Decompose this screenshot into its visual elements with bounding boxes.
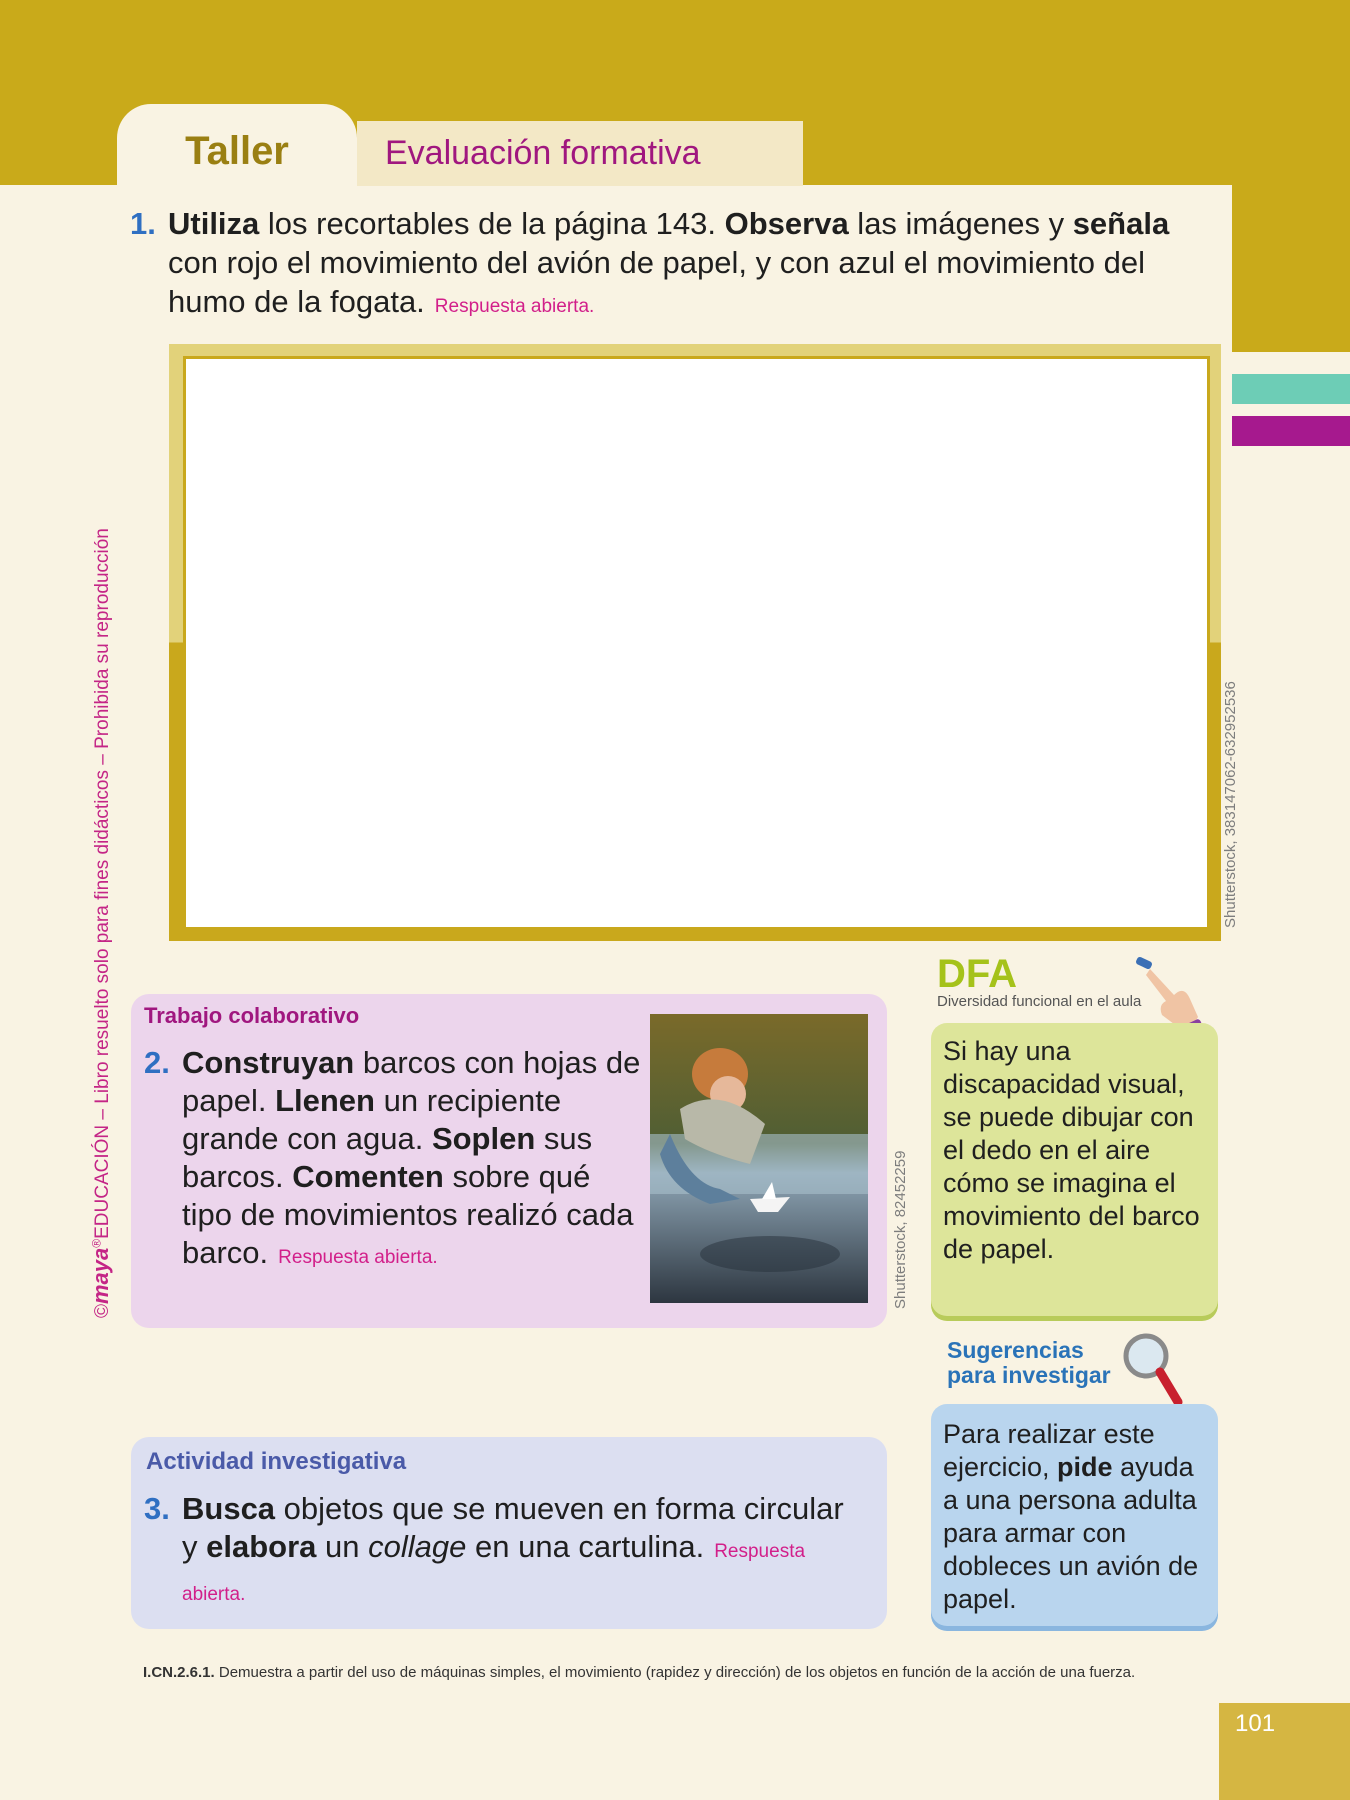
child-blowing-paper-boat-photo	[650, 1014, 868, 1303]
suggestions-text: Para realizar este ejercicio, pide ayuda a una persona adulta para armar con dobleces un avión de papel.	[943, 1419, 1199, 1614]
page-number: 101	[1235, 1710, 1276, 1737]
section-title: Trabajo colaborativo	[144, 1003, 360, 1028]
keyword: Comenten	[292, 1159, 444, 1194]
magnifying-glass-icon	[1120, 1330, 1190, 1410]
registered-mark: ®	[89, 1238, 104, 1248]
section-title: Actividad investigativa	[146, 1448, 407, 1475]
answer-note: Respuesta abierta.	[182, 1541, 806, 1605]
indicator-code: I.CN.2.6.1.	[143, 1664, 215, 1681]
dfa-title: DFA	[937, 952, 1017, 996]
image-credit: Shutterstock, 383147062-632952536	[1222, 681, 1239, 928]
keyword: elabora	[206, 1529, 317, 1564]
answer-note: Respuesta abierta.	[278, 1247, 438, 1268]
photo-credit: Shutterstock, 82452259	[892, 1150, 909, 1309]
magenta-edge-tab	[1232, 416, 1350, 446]
curriculum-footnote: I.CN.2.6.1. Demuestra a partir del uso de máquinas simples, el movimiento (rapidez y dirección) de los objetos en función de la acción de una fuerza.	[143, 1664, 1136, 1681]
answer-note: Respuesta abierta.	[434, 296, 595, 317]
tab-evaluacion-formativa: Evaluación formativa	[357, 121, 803, 186]
question-2: 2. Construyan barcos con hojas de papel. Llenen un recipiente grande con agua. Soplen sus barcos. Comenten sobre qué tipo de movimientos realizó cada barco. Respuesta abierta.	[144, 1045, 641, 1270]
italic-term: collage	[368, 1529, 467, 1564]
teal-edge-tab	[1232, 374, 1350, 404]
keyword: Construyan	[182, 1045, 355, 1080]
brand-logo: maya	[88, 1247, 113, 1304]
keyword: pide	[1057, 1452, 1113, 1482]
dfa-text: Si hay una discapacidad visual, se puede dibujar con el dedo en el aire cómo se imagina el movimiento del barco de papel.	[943, 1036, 1200, 1264]
copyright-symbol: ©	[92, 1304, 113, 1318]
question-number: 3.	[144, 1491, 170, 1526]
keyword: Llenen	[275, 1083, 375, 1118]
keyword: Soplen	[431, 1121, 536, 1156]
copyright-text: EDUCACIÓN – Libro resuelto solo para fines didácticos – Prohibida su reproducción	[92, 528, 113, 1239]
keyword: Observa	[724, 206, 849, 241]
keyword: Utiliza	[168, 206, 260, 241]
question-number: 2.	[144, 1045, 170, 1080]
dfa-subtitle: Diversidad funcional en el aula	[937, 993, 1142, 1010]
keyword: señala	[1072, 206, 1170, 241]
question-3: 3. Busca objetos que se mueven en forma circular y elabora un collage en una cartulina. Respuesta abierta.	[144, 1491, 844, 1605]
blank-image-area	[186, 359, 1207, 927]
tab-taller: Taller	[117, 104, 357, 186]
suggestions-title: Sugerencias para investigar	[947, 1337, 1111, 1388]
right-edge-band	[1232, 180, 1350, 352]
keyword: Busca	[182, 1491, 276, 1526]
question-number: 1.	[130, 206, 156, 241]
question-1: 1. Utiliza los recortables de la página 143. Observa las imágenes y señala con rojo el movimiento del avión de papel, y con azul el movimiento del humo de la fogata. Respuesta abierta.	[130, 206, 1170, 319]
vertical-copyright-notice	[88, 528, 114, 1318]
